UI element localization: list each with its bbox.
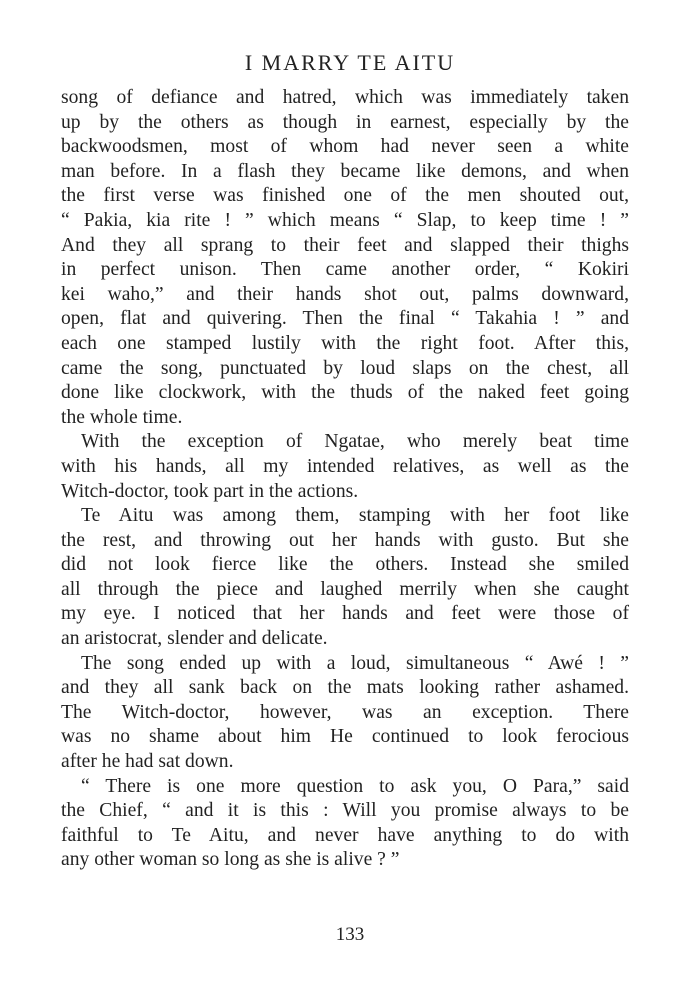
text-line: With the exception of Ngatae, who merely beat time — [81, 431, 629, 453]
text-line: Te Aitu was among them, stamping with her foot like — [81, 505, 629, 527]
text-line: “ There is one more question to ask you, O Para,” said — [81, 775, 629, 797]
paragraph — [61, 775, 629, 873]
body-text — [61, 86, 629, 873]
text-line: backwoodsmen, most of whom had never seen a white — [61, 136, 629, 158]
text-line: after he had sat down. — [61, 751, 234, 773]
text-line: kei waho,” and their hands shot out, palms downward, — [61, 283, 629, 305]
text-line: and they all sank back on the mats looking rather ashamed. — [61, 677, 629, 699]
text-line: was no shame about him He continued to look ferocious — [61, 726, 629, 748]
text-line: faithful to Te Aitu, and never have anything to do with — [61, 824, 629, 846]
text-line: up by the others as though in earnest, especially by the — [61, 111, 629, 133]
text-line: in perfect unison. Then came another order, “ Kokiri — [61, 259, 629, 281]
text-line: with his hands, all my intended relatives, as well as the — [61, 455, 629, 477]
text-line: all through the piece and laughed merrily when she caught — [61, 578, 629, 600]
text-line: the first verse was finished one of the men shouted out, — [61, 185, 629, 207]
text-line: each one stamped lustily with the right foot. After this, — [61, 332, 629, 354]
text-line: did not look fierce like the others. Instead she smiled — [61, 554, 629, 576]
text-line: open, flat and quivering. Then the final “ Takahia ! ” and — [61, 308, 629, 330]
text-line: an aristocrat, slender and delicate. — [61, 628, 328, 650]
text-line: my eye. I noticed that her hands and feet were those of — [61, 603, 629, 625]
text-line: the Chief, “ and it is this : Will you promise always to be — [61, 800, 629, 822]
running-head: I MARRY TE AITU — [244, 50, 456, 75]
paragraph — [61, 652, 629, 775]
text-line: came the song, punctuated by loud slaps on the chest, all — [61, 357, 629, 379]
text-line: the rest, and throwing out her hands with gusto. But she — [61, 529, 629, 551]
text-line: The song ended up with a loud, simultaneous “ Awé ! ” — [81, 652, 629, 674]
text-line: done like clockwork, with the thuds of the naked feet going — [61, 382, 629, 404]
text-line: the whole time. — [61, 406, 183, 428]
text-line: Witch-doctor, took part in the actions. — [61, 480, 359, 502]
text-line: The Witch-doctor, however, was an exception. There — [61, 701, 629, 723]
text-line: And they all sprang to their feet and slapped their thighs — [61, 234, 629, 256]
text-line: man before. In a flash they became like demons, and when — [61, 160, 629, 182]
page-number: 133 — [335, 924, 365, 945]
text-line: “ Pakia, kia rite ! ” which means “ Slap, to keep time ! ” — [61, 209, 629, 231]
paragraph — [61, 430, 629, 504]
paragraph — [61, 86, 629, 430]
paragraph — [61, 504, 629, 652]
text-line: any other woman so long as she is alive ? ” — [61, 849, 400, 871]
text-line: song of defiance and hatred, which was immediately taken — [61, 87, 629, 108]
